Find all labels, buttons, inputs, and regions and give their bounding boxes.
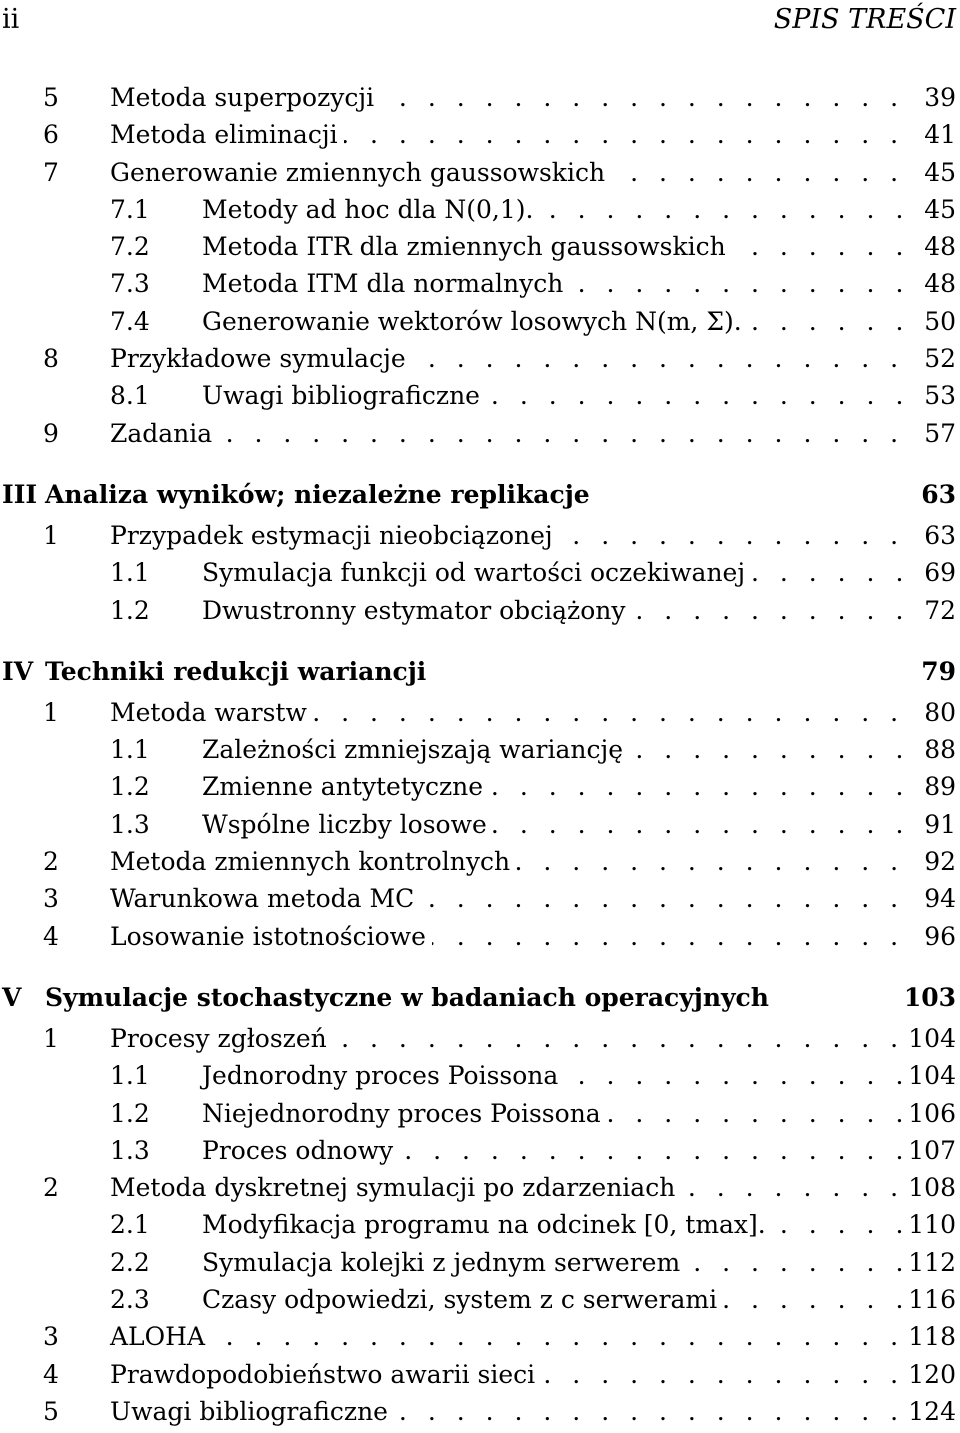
entry-number: 2.1 bbox=[110, 1210, 150, 1240]
part-title: Techniki redukcji wariancji bbox=[45, 656, 427, 686]
entry-number: 1 bbox=[43, 1023, 59, 1053]
toc-section-entry[interactable] bbox=[0, 79, 960, 116]
entry-number: 3 bbox=[43, 884, 59, 914]
toc-section-entry[interactable] bbox=[0, 918, 960, 955]
entry-page-number: 89 bbox=[919, 768, 956, 805]
entry-page-number: 104 bbox=[903, 1020, 956, 1057]
toc-section-entry[interactable] bbox=[0, 154, 960, 191]
entry-title: Generowanie wektorów losowych N(m, Σ). bbox=[202, 303, 748, 340]
entry-number: 1 bbox=[43, 697, 59, 727]
entry-number: 1.3 bbox=[110, 809, 150, 839]
part-number: IV bbox=[2, 656, 34, 686]
part-title: Analiza wyników; niezależne replikacje bbox=[45, 479, 590, 509]
entry-number: 2 bbox=[43, 847, 59, 877]
entry-number: 8.1 bbox=[110, 381, 150, 411]
entry-title: Metoda eliminacji bbox=[110, 116, 344, 153]
entry-number: 1.3 bbox=[110, 1135, 150, 1165]
entry-title: Zmienne antytetyczne bbox=[202, 768, 489, 805]
entry-number: 1.2 bbox=[110, 595, 150, 625]
toc-subsection-entry[interactable] bbox=[0, 191, 960, 228]
page-number: ii bbox=[2, 4, 20, 35]
toc-subsection-entry[interactable] bbox=[0, 377, 960, 414]
entry-number: 4 bbox=[43, 921, 59, 951]
entry-page-number: 120 bbox=[903, 1356, 956, 1393]
toc-section-entry[interactable] bbox=[0, 1318, 960, 1355]
entry-title: Generowanie zmiennych gaussowskich bbox=[110, 154, 611, 191]
entry-title: Niejednorodny proces Poissona bbox=[202, 1095, 607, 1132]
toc-section-entry[interactable] bbox=[0, 1020, 960, 1057]
entry-page-number: 80 bbox=[919, 694, 956, 731]
toc-subsection-entry[interactable] bbox=[0, 1281, 960, 1318]
toc-subsection-entry[interactable] bbox=[0, 1206, 960, 1243]
entry-page-number: 108 bbox=[903, 1169, 956, 1206]
entry-page-number: 52 bbox=[919, 340, 956, 377]
entry-number: 1 bbox=[43, 520, 59, 550]
entry-title: Dwustronny estymator obciążony bbox=[202, 592, 632, 629]
entry-page-number: 96 bbox=[919, 918, 956, 955]
entry-number: 2 bbox=[43, 1173, 59, 1203]
entry-page-number: 39 bbox=[919, 79, 956, 116]
entry-title: Przykładowe symulacje bbox=[110, 340, 412, 377]
entry-number: 7.2 bbox=[110, 232, 150, 262]
entry-page-number: 57 bbox=[919, 415, 956, 452]
entry-title: Metoda superpozycji bbox=[110, 79, 380, 116]
entry-title: Losowanie istotnościowe bbox=[110, 918, 432, 955]
entry-title: Symulacja funkcji od wartości oczekiwanej bbox=[202, 554, 751, 591]
entry-title: Symulacja kolejki z jednym serwerem bbox=[202, 1244, 686, 1281]
toc-section-entry[interactable] bbox=[0, 1393, 960, 1430]
toc-section-entry[interactable] bbox=[0, 517, 960, 554]
part-page-number: 79 bbox=[921, 656, 956, 686]
entry-number: 7 bbox=[43, 157, 59, 187]
entry-number: 8 bbox=[43, 344, 59, 374]
entry-page-number: 116 bbox=[903, 1281, 956, 1318]
toc-subsection-entry[interactable] bbox=[0, 1132, 960, 1169]
entry-page-number: 63 bbox=[919, 517, 956, 554]
entry-title: Warunkowa metoda MC bbox=[110, 880, 420, 917]
toc-subsection-entry[interactable] bbox=[0, 731, 960, 768]
entry-title: Jednorodny proces Poissona bbox=[202, 1057, 564, 1094]
toc-subsection-entry[interactable] bbox=[0, 554, 960, 591]
toc-part-heading[interactable] bbox=[0, 473, 960, 517]
entry-number: 5 bbox=[43, 83, 59, 112]
entry-page-number: 91 bbox=[919, 806, 956, 843]
dot-leader bbox=[110, 415, 922, 452]
entry-number: 7.1 bbox=[110, 194, 150, 224]
entry-number: 2.2 bbox=[110, 1247, 150, 1277]
table-of-contents bbox=[0, 79, 960, 1430]
entry-page-number: 92 bbox=[919, 843, 956, 880]
toc-section-entry[interactable] bbox=[0, 1356, 960, 1393]
part-number: III bbox=[2, 479, 38, 509]
entry-page-number: 112 bbox=[903, 1244, 956, 1281]
entry-number: 1.1 bbox=[110, 735, 150, 765]
entry-title: Zadania bbox=[110, 415, 218, 452]
toc-subsection-entry[interactable] bbox=[0, 265, 960, 302]
entry-page-number: 118 bbox=[903, 1318, 956, 1355]
running-title: SPIS TREŚCI bbox=[773, 4, 956, 35]
entry-number: 9 bbox=[43, 418, 59, 448]
page-header bbox=[0, 4, 960, 44]
toc-subsection-entry[interactable] bbox=[0, 806, 960, 843]
toc-subsection-entry[interactable] bbox=[0, 228, 960, 265]
entry-page-number: 45 bbox=[919, 154, 956, 191]
entry-title: Metoda ITR dla zmiennych gaussowskich bbox=[202, 228, 732, 265]
toc-part-heading[interactable] bbox=[0, 976, 960, 1020]
entry-number: 5 bbox=[43, 1396, 59, 1426]
entry-page-number: 48 bbox=[919, 265, 956, 302]
toc-section-entry[interactable] bbox=[0, 694, 960, 731]
part-title: Symulacje stochastyczne w badaniach operacyjnych bbox=[45, 982, 769, 1012]
toc-section-entry[interactable] bbox=[0, 1169, 960, 1206]
toc-subsection-entry[interactable] bbox=[0, 1057, 960, 1094]
entry-page-number: 41 bbox=[919, 116, 956, 153]
toc-section-entry[interactable] bbox=[0, 415, 960, 452]
entry-title: Prawdopodobieństwo awarii sieci bbox=[110, 1356, 541, 1393]
entry-title: ALOHA bbox=[110, 1318, 211, 1355]
part-page-number: 63 bbox=[921, 479, 956, 509]
toc-section-entry[interactable] bbox=[0, 843, 960, 880]
toc-subsection-entry[interactable] bbox=[0, 303, 960, 340]
entry-page-number: 48 bbox=[919, 228, 956, 265]
entry-number: 2.3 bbox=[110, 1285, 150, 1315]
entry-title: Metoda ITM dla normalnych bbox=[202, 265, 569, 302]
toc-section-entry[interactable] bbox=[0, 116, 960, 153]
entry-page-number: 69 bbox=[919, 554, 956, 591]
entry-page-number: 50 bbox=[919, 303, 956, 340]
entry-number: 6 bbox=[43, 120, 59, 150]
toc-subsection-entry[interactable] bbox=[0, 1244, 960, 1281]
part-number: V bbox=[2, 982, 22, 1012]
entry-title: Procesy zgłoszeń bbox=[110, 1020, 333, 1057]
entry-number: 7.3 bbox=[110, 269, 150, 299]
entry-page-number: 94 bbox=[919, 880, 956, 917]
entry-title: Wspólne liczby losowe bbox=[202, 806, 493, 843]
entry-number: 1.2 bbox=[110, 772, 150, 802]
entry-page-number: 45 bbox=[919, 191, 956, 228]
entry-title: Metoda dyskretnej symulacji po zdarzeniach bbox=[110, 1169, 681, 1206]
entry-number: 3 bbox=[43, 1322, 59, 1352]
entry-page-number: 104 bbox=[903, 1057, 956, 1094]
entry-title: Metoda zmiennych kontrolnych bbox=[110, 843, 516, 880]
entry-page-number: 107 bbox=[903, 1132, 956, 1169]
entry-number: 1.2 bbox=[110, 1098, 150, 1128]
entry-number: 7.4 bbox=[110, 306, 150, 336]
entry-number: 1.1 bbox=[110, 1061, 150, 1091]
entry-title: Przypadek estymacji nieobciązonej bbox=[110, 517, 559, 554]
part-page-number: 103 bbox=[903, 982, 956, 1012]
entry-number: 4 bbox=[43, 1359, 59, 1389]
toc-subsection-entry[interactable] bbox=[0, 1095, 960, 1132]
entry-title: Zależności zmniejszają wariancję bbox=[202, 731, 629, 768]
toc-section-entry[interactable] bbox=[0, 340, 960, 377]
toc-part-heading[interactable] bbox=[0, 650, 960, 694]
entry-number: 1.1 bbox=[110, 558, 150, 588]
entry-title: Uwagi bibliograficzne bbox=[202, 377, 486, 414]
entry-page-number: 106 bbox=[903, 1095, 956, 1132]
entry-page-number: 124 bbox=[903, 1393, 956, 1430]
entry-page-number: 72 bbox=[919, 592, 956, 629]
entry-page-number: 53 bbox=[919, 377, 956, 414]
entry-title: Czasy odpowiedzi, system z c serwerami bbox=[202, 1281, 723, 1318]
toc-subsection-entry[interactable] bbox=[0, 768, 960, 805]
entry-title: Metody ad hoc dla N(0,1). bbox=[202, 191, 539, 228]
entry-title: Metoda warstw bbox=[110, 694, 313, 731]
entry-page-number: 88 bbox=[919, 731, 956, 768]
entry-title: Proces odnowy bbox=[202, 1132, 399, 1169]
entry-title: Modyfikacja programu na odcinek [0, tmax]. bbox=[202, 1206, 772, 1243]
toc-subsection-entry[interactable] bbox=[0, 592, 960, 629]
entry-title: Uwagi bibliograficzne bbox=[110, 1393, 394, 1430]
dot-leader bbox=[110, 1318, 922, 1355]
toc-section-entry[interactable] bbox=[0, 880, 960, 917]
entry-page-number: 110 bbox=[903, 1206, 956, 1243]
